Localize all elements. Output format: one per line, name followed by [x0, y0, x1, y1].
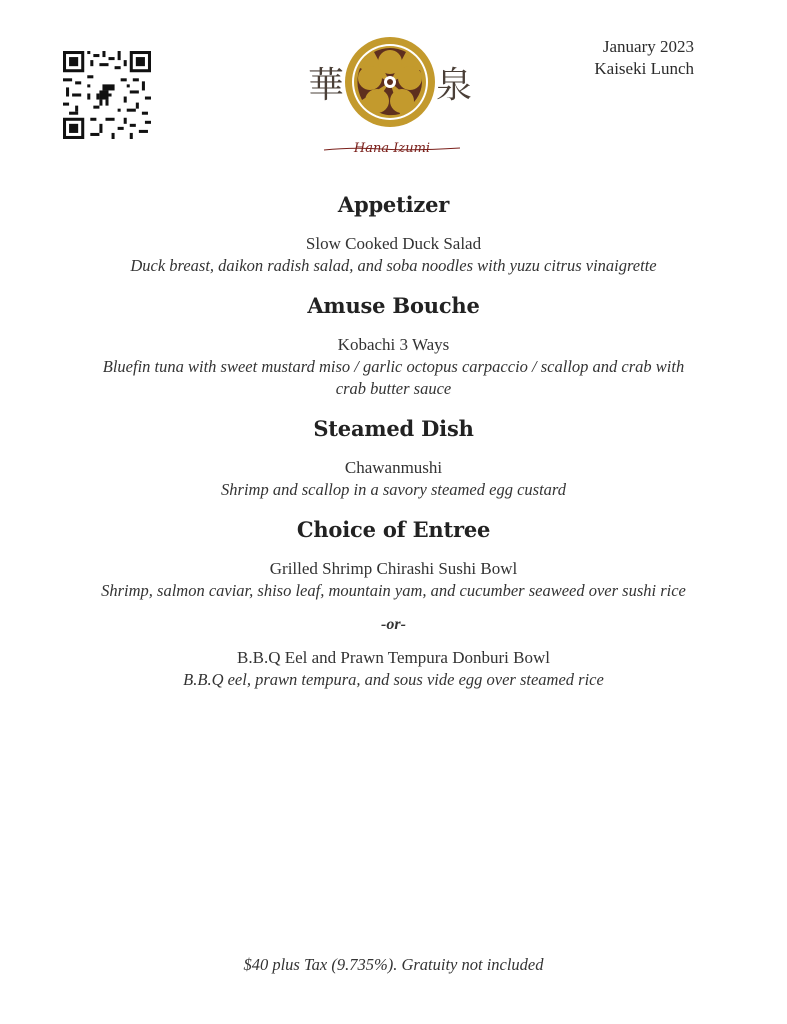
menu-section-appetizer	[0, 192, 787, 277]
logo-kanji-left: 華	[308, 65, 345, 106]
section-title: Appetizer	[337, 192, 450, 217]
logo-kanji-right: 泉	[436, 65, 473, 106]
dish-name: Chawanmushi	[344, 458, 443, 477]
dish-name: Kobachi 3 Ways	[337, 335, 450, 354]
section-title: Amuse Bouche	[307, 293, 480, 318]
menu-section-amuse-bouche	[0, 293, 787, 400]
choice-separator: -or-	[381, 616, 406, 633]
menu-date: January 2023	[602, 37, 694, 56]
svg-text:Hana Izumi: Hana Izumi	[353, 141, 431, 156]
price-note: $40 plus Tax (9.735%). Gratuity not included	[243, 955, 544, 974]
dish-description: Shrimp and scallop in a savory steamed egg custard	[221, 480, 566, 499]
dish-name: Grilled Shrimp Chirashi Sushi Bowl	[269, 559, 518, 578]
menu-section-entree	[0, 517, 787, 691]
section-title: Steamed Dish	[313, 416, 474, 441]
hana-izumi-script-logo	[322, 134, 462, 160]
dish-description: Shrimp, salmon caviar, shiso leaf, mountain yam, and cucumber seaweed over sushi rice	[101, 581, 686, 600]
section-title: Choice of Entree	[296, 517, 491, 542]
dish-name: Slow Cooked Duck Salad	[305, 234, 482, 253]
flower-crest-icon	[344, 36, 436, 128]
menu-section-steamed-dish	[0, 416, 787, 501]
dish-description: Bluefin tuna with sweet mustard miso / garlic octopus carpaccio / scallop and crab with crab butter sauce	[102, 357, 685, 398]
qr-code[interactable]	[63, 51, 151, 139]
menu-header-info	[594, 36, 694, 80]
menu-type: Kaiseki Lunch	[594, 59, 694, 78]
dish-description: Duck breast, daikon radish salad, and soba noodles with yuzu citrus vinaigrette	[130, 256, 657, 275]
restaurant-logo	[300, 30, 480, 165]
menu-content	[0, 186, 787, 707]
dish-name: B.B.Q Eel and Prawn Tempura Donburi Bowl	[237, 648, 550, 667]
dish-description: B.B.Q eel, prawn tempura, and sous vide egg over steamed rice	[183, 670, 604, 689]
